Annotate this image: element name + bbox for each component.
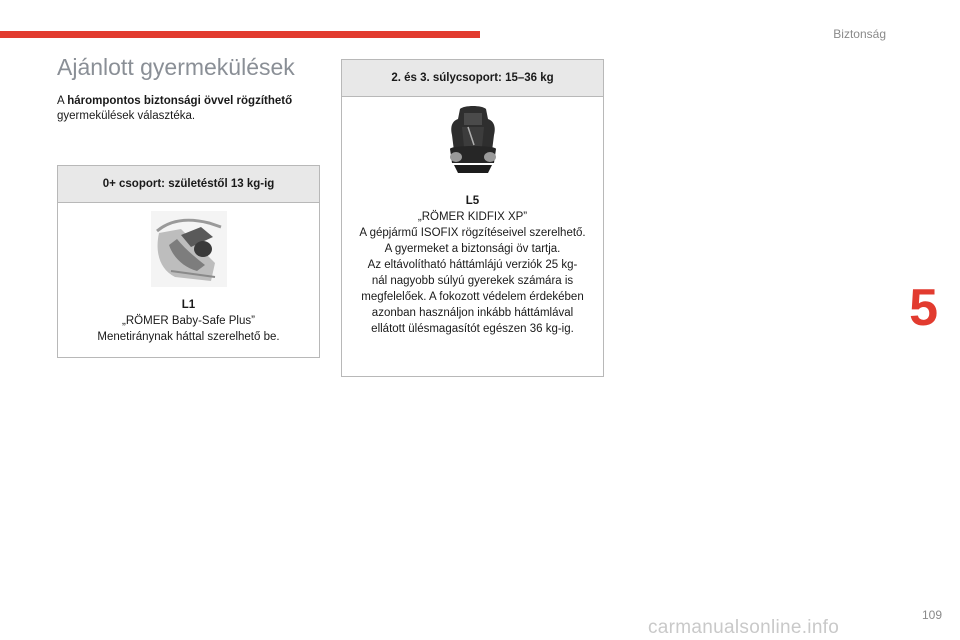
rearward-baby-seat-icon <box>151 211 227 287</box>
group-2-3-code: L5 <box>465 195 480 207</box>
group-2-3-line: nál nagyobb súlyú gyerekek számára is <box>371 275 574 287</box>
section-label: Biztonság <box>833 27 886 41</box>
group-2-3-heading: 2. és 3. súlycsoport: 15–36 kg <box>342 60 603 97</box>
group-0plus-heading: 0+ csoport: születéstől 13 kg-ig <box>58 166 319 203</box>
group-0plus-line: Menetiránynak háttal szerelhető be. <box>97 331 280 343</box>
group-2-3-line: „RÖMER KIDFIX XP” <box>417 211 528 223</box>
group-2-3-line: A gyermeket a biztonsági öv tartja. <box>384 243 561 255</box>
page-title: Ajánlott gyermekülések <box>57 54 295 80</box>
group-2-3-line: megfelelőek. A fokozott védelem érdekében <box>361 291 584 303</box>
group-2-3-line: Az eltávolítható háttámlájú verziók 25 kg- <box>367 259 578 271</box>
group-2-3-line: ellátott ülésmagasítót egészen 36 kg-ig. <box>371 323 574 335</box>
booster-seat-icon <box>444 105 502 177</box>
page-number: 109 <box>921 608 942 622</box>
top-accent-bar <box>0 31 480 38</box>
intro-paragraph <box>57 94 327 124</box>
group-2-3-body <box>342 105 603 337</box>
intro-bold: hárompontos biztonsági övvel rögzíthető <box>67 95 293 107</box>
chapter-number: 5 <box>909 279 938 337</box>
group-2-3-line: azonban használjon inkább háttámlával <box>371 307 574 319</box>
intro-rest: gyermekülések választéka. <box>57 110 196 122</box>
group-2-3-box <box>341 59 604 377</box>
group-0plus-body <box>58 211 319 345</box>
group-0plus-box <box>57 165 320 358</box>
group-2-3-line: A gépjármű ISOFIX rögzítéseivel szerelhető. <box>359 227 586 239</box>
watermark: carmanualsonline.info <box>648 617 840 638</box>
intro-prefix: A <box>57 95 68 107</box>
group-0plus-code: L1 <box>181 299 196 311</box>
group-0plus-line: „RÖMER Baby-Safe Plus” <box>122 315 255 327</box>
